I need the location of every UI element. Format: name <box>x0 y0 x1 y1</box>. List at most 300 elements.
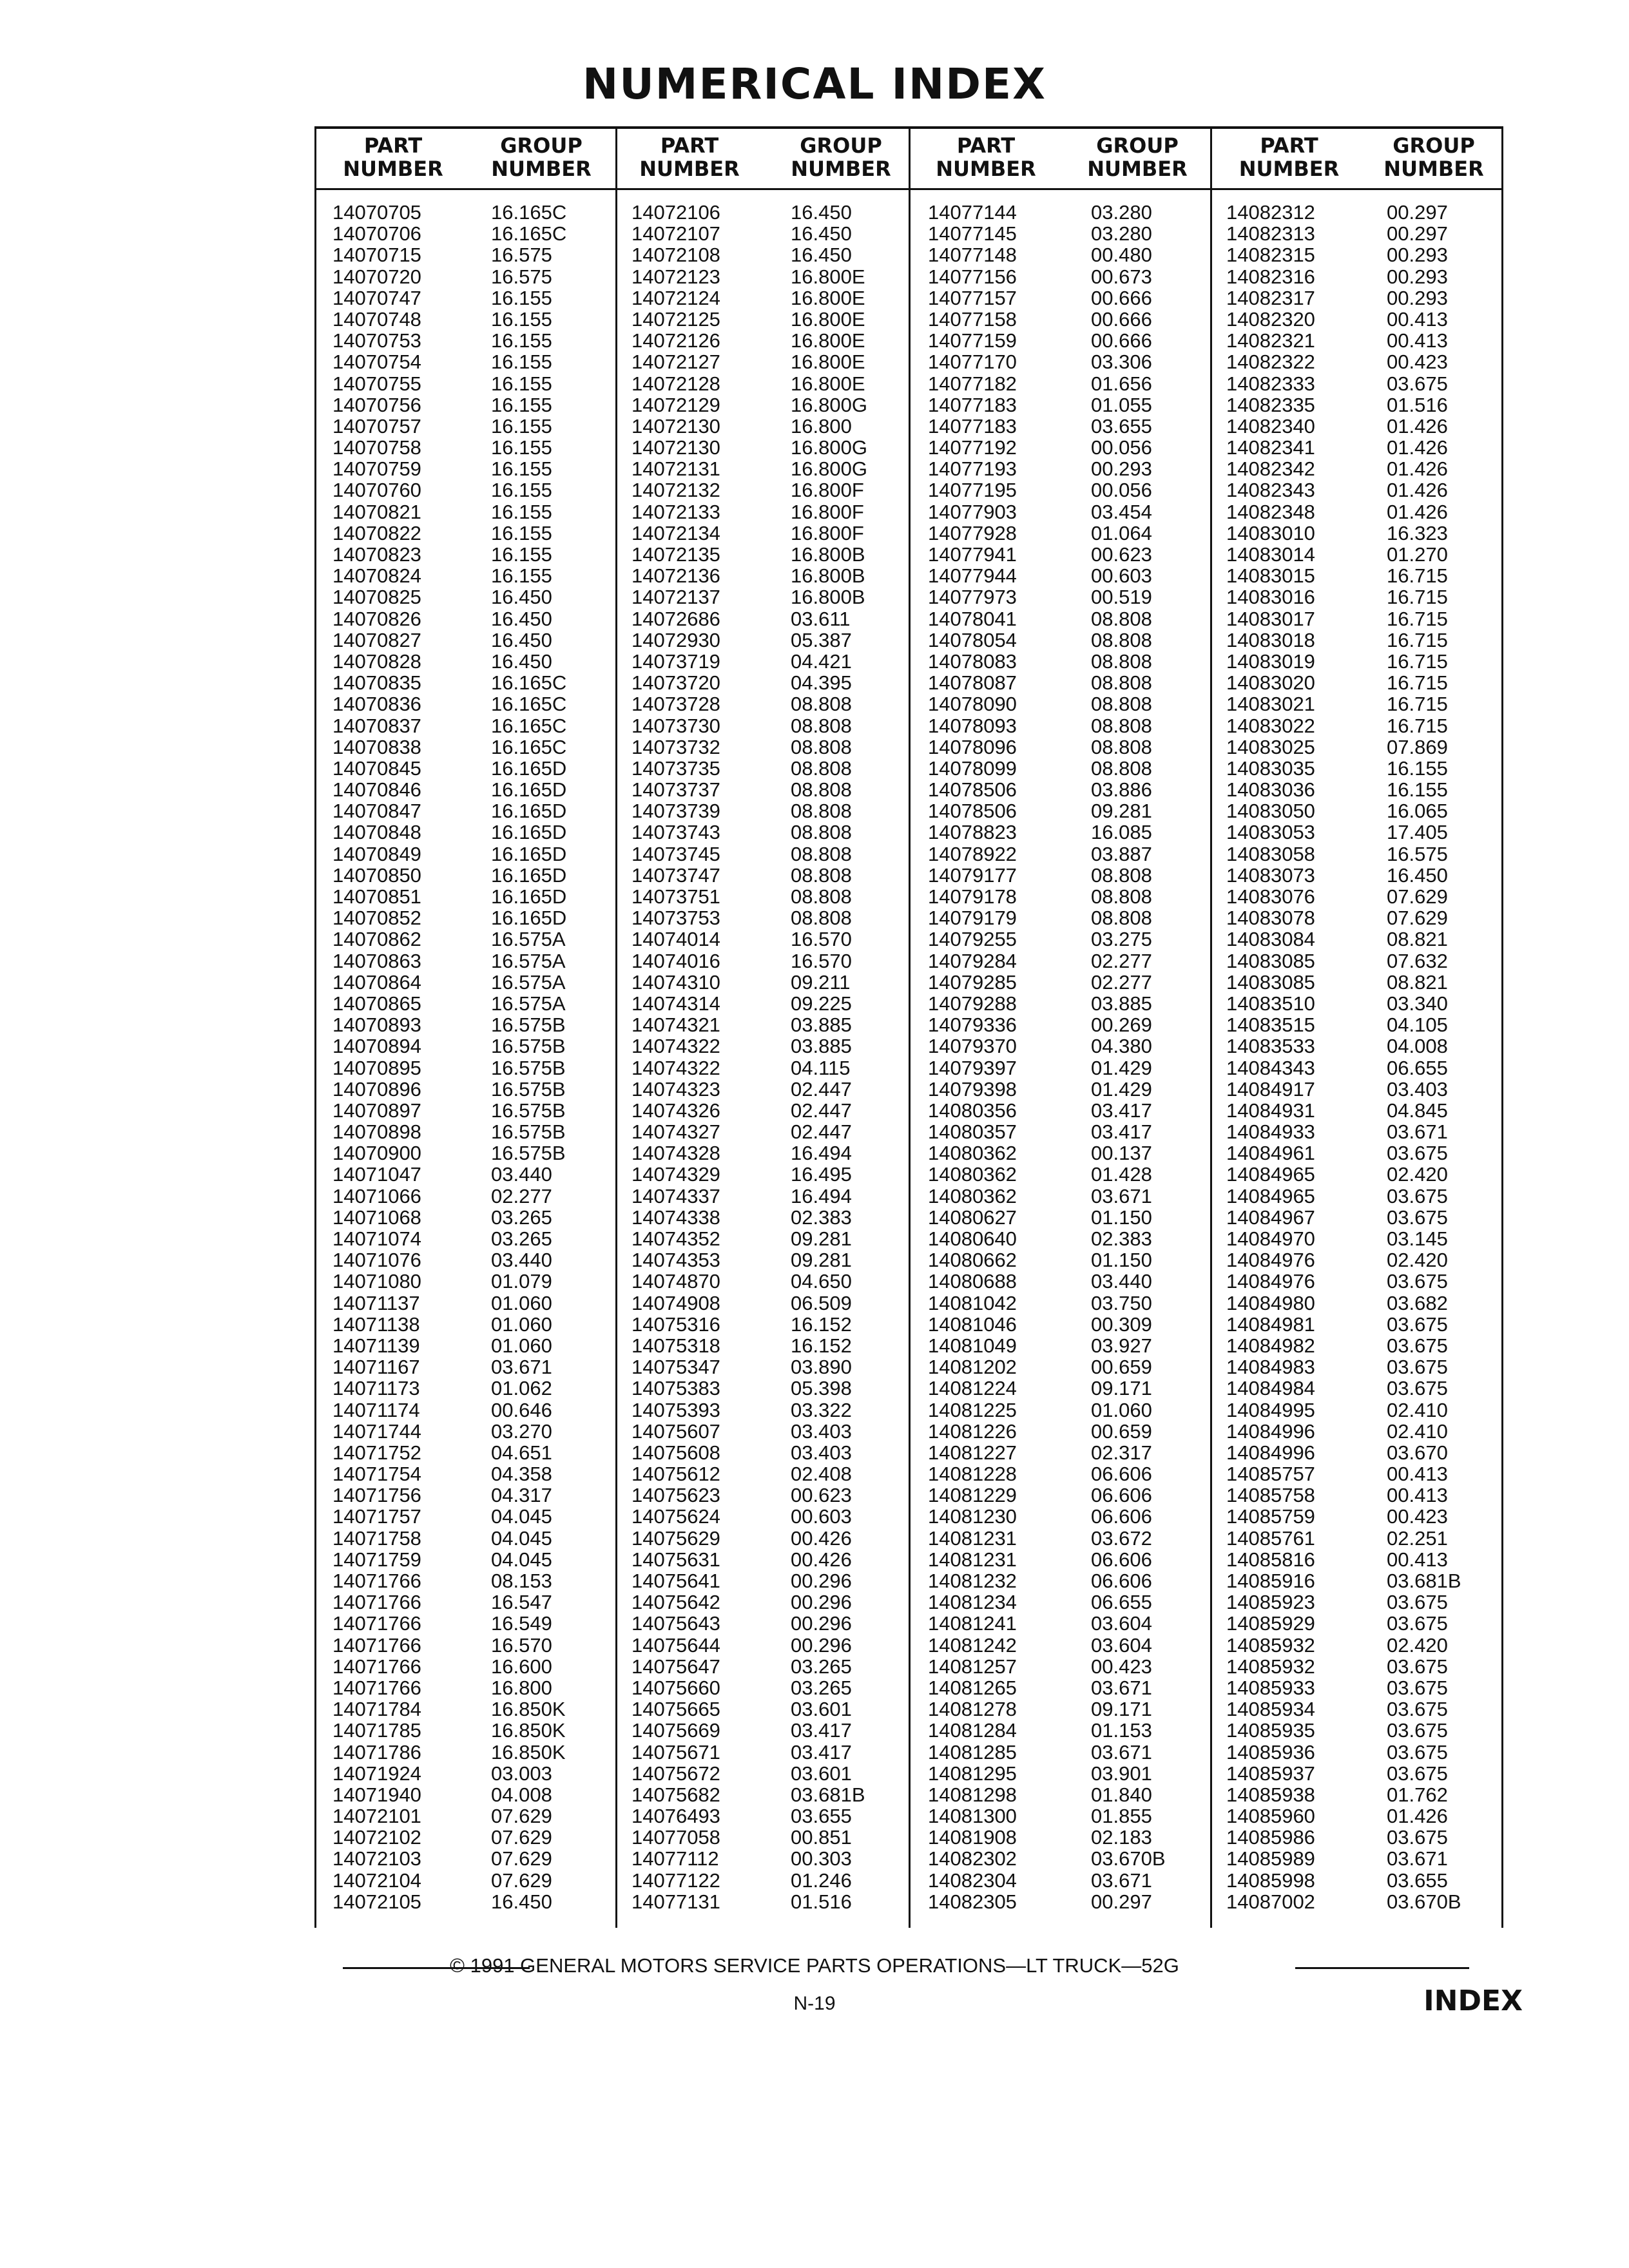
part-number-cell: 14077928 <box>928 521 1017 544</box>
group-number-cell: 04.105 <box>1387 1014 1448 1037</box>
group-number-cell: 01.516 <box>1387 393 1448 416</box>
group-number-cell: 00.666 <box>1091 286 1152 309</box>
part-number-cell: 14078087 <box>928 671 1017 695</box>
part-number-cell: 14079397 <box>928 1056 1017 1079</box>
group-number-cell: 08.808 <box>791 800 852 823</box>
part-number-cell: 14084996 <box>1226 1419 1315 1443</box>
part-number-cell: 14070895 <box>333 1056 421 1079</box>
group-number-cell: 16.575 <box>491 265 552 288</box>
part-number-cell: 14075624 <box>631 1505 720 1528</box>
part-number-cell: 14081231 <box>928 1526 1017 1550</box>
group-number-cell: 04.045 <box>491 1548 552 1571</box>
copyright-line: © 1991 GENERAL MOTORS SERVICE PARTS OPERATIONS—LT TRUCK—52G <box>450 1954 1179 1977</box>
part-number-cell: 14073719 <box>631 649 720 673</box>
part-number-cell: 14085986 <box>1226 1826 1315 1849</box>
part-number-cell: 14071757 <box>333 1505 421 1528</box>
part-number-cell: 14082305 <box>928 1890 1017 1913</box>
column-divider <box>1210 126 1212 1928</box>
group-number-cell: 04.651 <box>491 1441 552 1464</box>
group-number-cell: 01.153 <box>1091 1719 1152 1742</box>
group-number-cell: 01.426 <box>1387 414 1448 437</box>
group-number-cell: 03.675 <box>1387 1655 1448 1678</box>
group-number-cell: 16.155 <box>1387 778 1448 802</box>
part-number-cell: 14070847 <box>333 800 421 823</box>
part-number-cell: 14082340 <box>1226 414 1315 437</box>
group-number-cell: 03.675 <box>1387 1270 1448 1293</box>
group-number-cell: 03.265 <box>491 1227 552 1250</box>
group-number-cell: 16.155 <box>491 351 552 374</box>
part-number-cell: 14072133 <box>631 500 720 523</box>
part-number-cell: 14078054 <box>928 628 1017 651</box>
group-number-cell: 16.155 <box>491 372 552 395</box>
group-number-cell: 16.165D <box>491 907 567 930</box>
part-number-cell: 14071076 <box>333 1249 421 1272</box>
part-number-cell: 14074353 <box>631 1249 720 1272</box>
part-number-cell: 14075660 <box>631 1676 720 1699</box>
part-number-cell: 14084933 <box>1226 1120 1315 1144</box>
group-number-cell: 03.675 <box>1387 1142 1448 1165</box>
group-number-cell: 08.808 <box>791 821 852 844</box>
group-number-cell: 08.808 <box>1091 649 1152 673</box>
part-number-cell: 14078096 <box>928 735 1017 758</box>
group-number-cell: 16.155 <box>491 286 552 309</box>
part-number-cell: 14083076 <box>1226 885 1315 908</box>
part-number-cell: 14084983 <box>1226 1356 1315 1379</box>
part-number-cell: 14074329 <box>631 1163 720 1186</box>
part-number-cell: 14082335 <box>1226 393 1315 416</box>
group-number-cell: 07.629 <box>491 1869 552 1892</box>
part-number-column <box>631 202 720 1912</box>
part-number-cell: 14080362 <box>928 1184 1017 1207</box>
group-number-cell: 08.808 <box>1091 714 1152 737</box>
group-number-cell: 09.171 <box>1091 1377 1152 1400</box>
group-number-cell: 16.323 <box>1387 521 1448 544</box>
part-number-cell: 14072124 <box>631 286 720 309</box>
part-number-cell: 14081232 <box>928 1570 1017 1592</box>
group-number-cell: 17.405 <box>1387 821 1448 844</box>
group-number-cell: 16.165C <box>491 735 567 758</box>
part-number-cell: 14071766 <box>333 1676 421 1699</box>
part-number-cell: 14074327 <box>631 1120 720 1144</box>
group-number-cell: 16.165D <box>491 778 567 802</box>
part-number-cell: 14070824 <box>333 564 421 588</box>
column-divider <box>909 126 911 1928</box>
part-number-cell: 14070894 <box>333 1035 421 1058</box>
part-number-cell: 14073732 <box>631 735 720 758</box>
group-number-cell: 00.646 <box>491 1398 552 1421</box>
part-number-cell: 14084967 <box>1226 1206 1315 1229</box>
group-number-cell: 16.450 <box>791 201 852 224</box>
group-number-cell: 00.303 <box>791 1847 852 1870</box>
group-number-cell: 03.340 <box>1387 992 1448 1015</box>
part-number-cell: 14072129 <box>631 393 720 416</box>
part-number-cell: 14073735 <box>631 756 720 780</box>
group-number-cell: 04.845 <box>1387 1099 1448 1122</box>
group-number-cell: 07.629 <box>1387 885 1448 908</box>
part-number-cell: 14085932 <box>1226 1633 1315 1657</box>
group-number-cell: 03.675 <box>1387 1740 1448 1763</box>
part-number-cell: 14075647 <box>631 1655 720 1678</box>
group-number-cell: 07.629 <box>491 1805 552 1828</box>
group-number-cell: 02.277 <box>491 1184 552 1207</box>
part-number-cell: 14081234 <box>928 1591 1017 1614</box>
part-number-cell: 14073737 <box>631 778 720 802</box>
group-number-cell: 03.440 <box>1091 1270 1152 1293</box>
group-number-cell: 03.671 <box>491 1356 552 1379</box>
group-number-cell: 01.429 <box>1091 1056 1152 1079</box>
part-number-cell: 14072126 <box>631 329 720 352</box>
part-number-cell: 14072108 <box>631 244 720 267</box>
part-number-cell: 14072131 <box>631 457 720 481</box>
part-number-cell: 14083515 <box>1226 1014 1315 1037</box>
part-number-cell: 14073747 <box>631 863 720 887</box>
part-number-cell: 14070850 <box>333 863 421 887</box>
part-number-cell: 14083053 <box>1226 821 1315 844</box>
group-number-cell: 03.417 <box>791 1740 852 1763</box>
part-number-cell: 14072130 <box>631 436 720 459</box>
group-number-cell: 01.060 <box>491 1312 552 1336</box>
part-number-cell: 14070900 <box>333 1142 421 1165</box>
group-number-cell: 16.155 <box>491 414 552 437</box>
group-number-cell: 03.682 <box>1387 1291 1448 1314</box>
part-number-cell: 14075643 <box>631 1612 720 1635</box>
group-number-cell: 00.296 <box>791 1591 852 1614</box>
group-number-cell: 03.655 <box>1387 1869 1448 1892</box>
group-number-cell: 02.383 <box>1091 1227 1152 1250</box>
group-number-cell: 16.715 <box>1387 564 1448 588</box>
group-number-cell: 07.629 <box>491 1826 552 1849</box>
part-number-cell: 14082313 <box>1226 222 1315 245</box>
group-number-cell: 03.670 <box>1387 1441 1448 1464</box>
group-number-cell: 00.413 <box>1387 1463 1448 1486</box>
group-number-cell: 00.413 <box>1387 1548 1448 1571</box>
part-number-cell: 14070755 <box>333 372 421 395</box>
part-number-cell: 14070748 <box>333 307 421 331</box>
header-line: NUMBER <box>1383 157 1484 181</box>
group-number-cell: 03.885 <box>1091 992 1152 1015</box>
part-number-cell: 14083085 <box>1226 970 1315 994</box>
part-number-cell: 14083021 <box>1226 693 1315 716</box>
group-number-cell: 16.155 <box>491 521 552 544</box>
part-number-cell: 14070826 <box>333 607 421 630</box>
part-number-cell: 14085937 <box>1226 1762 1315 1785</box>
part-number-cell: 14082342 <box>1226 457 1315 481</box>
group-number-cell: 00.293 <box>1091 457 1152 481</box>
part-number-cell: 14076493 <box>631 1805 720 1828</box>
part-number-cell: 14077941 <box>928 543 1017 566</box>
group-number-cell: 00.297 <box>1091 1890 1152 1913</box>
part-number-cell: 14074870 <box>631 1270 720 1293</box>
part-number-cell: 14078823 <box>928 821 1017 844</box>
group-number-cell: 03.417 <box>1091 1120 1152 1144</box>
part-number-cell: 14075665 <box>631 1698 720 1721</box>
part-number-cell: 14084343 <box>1226 1056 1315 1079</box>
group-number-cell: 06.606 <box>1091 1570 1152 1592</box>
part-number-cell: 14079284 <box>928 949 1017 972</box>
part-number-cell: 14072134 <box>631 521 720 544</box>
group-number-cell: 03.672 <box>1091 1526 1152 1550</box>
part-number-cell: 14081242 <box>928 1633 1017 1657</box>
group-number-cell: 02.447 <box>791 1077 852 1100</box>
part-number-cell: 14077156 <box>928 265 1017 288</box>
part-number-cell: 14071137 <box>333 1291 420 1314</box>
group-number-cell: 04.008 <box>491 1783 552 1806</box>
group-number-cell: 00.296 <box>791 1612 852 1635</box>
group-number-cell: 03.280 <box>1091 201 1152 224</box>
group-number-cell: 03.675 <box>1387 1676 1448 1699</box>
part-number-cell: 14071139 <box>333 1334 420 1357</box>
part-number-cell: 14077944 <box>928 564 1017 588</box>
group-number-cell: 03.675 <box>1387 1206 1448 1229</box>
group-number-cell: 00.423 <box>1387 351 1448 374</box>
part-number-column <box>333 202 421 1912</box>
part-number-cell: 14079178 <box>928 885 1017 908</box>
group-number-header <box>474 128 609 187</box>
part-number-cell: 14078090 <box>928 693 1017 716</box>
group-number-cell: 03.901 <box>1091 1762 1152 1785</box>
part-number-cell: 14085936 <box>1226 1740 1315 1763</box>
group-number-cell: 01.060 <box>491 1291 552 1314</box>
group-number-cell: 03.885 <box>791 1035 852 1058</box>
group-number-cell: 06.606 <box>1091 1548 1152 1571</box>
group-number-cell: 03.417 <box>791 1719 852 1742</box>
group-number-cell: 08.808 <box>1091 671 1152 695</box>
part-number-cell: 14080627 <box>928 1206 1017 1229</box>
part-number-cell: 14081042 <box>928 1291 1017 1314</box>
group-number-cell: 04.008 <box>1387 1035 1448 1058</box>
part-number-cell: 14077157 <box>928 286 1017 309</box>
part-number-cell: 14077903 <box>928 500 1017 523</box>
group-number-cell: 06.655 <box>1091 1591 1152 1614</box>
part-number-cell: 14080356 <box>928 1099 1017 1122</box>
part-number-cell: 14081230 <box>928 1505 1017 1528</box>
part-number-header <box>619 128 760 187</box>
group-number-cell: 03.675 <box>1387 1698 1448 1721</box>
part-number-cell: 14085998 <box>1226 1869 1315 1892</box>
group-number-cell: 01.060 <box>1091 1398 1152 1421</box>
group-number-cell: 00.423 <box>1091 1655 1152 1678</box>
group-number-column <box>1091 202 1166 1912</box>
group-number-cell: 16.165D <box>491 842 567 865</box>
group-number-cell: 07.869 <box>1387 735 1448 758</box>
group-number-cell: 00.851 <box>791 1826 852 1849</box>
part-number-cell: 14077192 <box>928 436 1017 459</box>
part-number-cell: 14070898 <box>333 1120 421 1144</box>
group-number-cell: 16.165C <box>491 714 567 737</box>
part-number-cell: 14074908 <box>631 1291 720 1314</box>
part-number-cell: 14085759 <box>1226 1505 1315 1528</box>
part-number-cell: 14082320 <box>1226 307 1315 331</box>
part-number-cell: 14072106 <box>631 201 720 224</box>
part-number-header <box>322 128 464 187</box>
group-number-cell: 00.426 <box>791 1548 852 1571</box>
page-title: NUMERICAL INDEX <box>582 59 1047 109</box>
part-number-cell: 14077158 <box>928 307 1017 331</box>
group-number-column <box>1387 202 1461 1912</box>
part-number-cell: 14070760 <box>333 479 421 502</box>
part-number-cell: 14070759 <box>333 457 421 481</box>
group-number-cell: 01.429 <box>1091 1077 1152 1100</box>
part-number-cell: 14075669 <box>631 1719 720 1742</box>
part-number-cell: 14083017 <box>1226 607 1315 630</box>
group-number-cell: 00.659 <box>1091 1356 1152 1379</box>
part-number-cell: 14082315 <box>1226 244 1315 267</box>
group-number-cell: 01.428 <box>1091 1163 1152 1186</box>
group-number-cell: 04.358 <box>491 1463 552 1486</box>
group-number-cell: 16.450 <box>491 1890 552 1913</box>
part-number-cell: 14078922 <box>928 842 1017 865</box>
part-number-cell: 14083078 <box>1226 907 1315 930</box>
group-number-cell: 16.575 <box>1387 842 1448 865</box>
group-number-cell: 02.183 <box>1091 1826 1152 1849</box>
group-number-cell: 03.265 <box>491 1206 552 1229</box>
part-number-cell: 14083085 <box>1226 949 1315 972</box>
group-number-cell: 16.450 <box>791 244 852 267</box>
group-number-cell: 03.675 <box>1387 372 1448 395</box>
part-number-cell: 14077112 <box>631 1847 719 1870</box>
group-number-cell: 08.808 <box>791 863 852 887</box>
group-number-cell: 16.155 <box>491 500 552 523</box>
group-number-cell: 03.655 <box>1091 414 1152 437</box>
group-number-cell: 02.420 <box>1387 1249 1448 1272</box>
group-number-cell: 00.056 <box>1091 479 1152 502</box>
part-number-cell: 14085757 <box>1226 1463 1315 1486</box>
group-number-cell: 16.575A <box>491 949 566 972</box>
part-number-cell: 14082341 <box>1226 436 1315 459</box>
part-number-cell: 14082312 <box>1226 201 1315 224</box>
group-number-cell: 02.420 <box>1387 1633 1448 1657</box>
group-number-cell: 16.800G <box>791 457 867 481</box>
group-number-cell: 03.604 <box>1091 1612 1152 1635</box>
part-number-cell: 14085960 <box>1226 1805 1315 1828</box>
part-number-cell: 14083019 <box>1226 649 1315 673</box>
part-number-cell: 14083025 <box>1226 735 1315 758</box>
group-number-cell: 16.715 <box>1387 714 1448 737</box>
group-number-cell: 03.454 <box>1091 500 1152 523</box>
group-number-cell: 03.675 <box>1387 1826 1448 1849</box>
group-number-cell: 16.575B <box>491 1077 566 1100</box>
group-number-cell: 09.211 <box>791 970 851 994</box>
part-number-cell: 14081225 <box>928 1398 1017 1421</box>
part-number-cell: 14082317 <box>1226 286 1315 309</box>
part-number-cell: 14072103 <box>333 1847 421 1870</box>
group-number-cell: 02.277 <box>1091 949 1152 972</box>
group-number-cell: 16.800 <box>491 1676 552 1699</box>
part-number-cell: 14079285 <box>928 970 1017 994</box>
header-line: NUMBER <box>491 157 592 181</box>
part-number-cell: 14081265 <box>928 1676 1017 1699</box>
part-number-cell: 14085932 <box>1226 1655 1315 1678</box>
group-number-cell: 03.270 <box>491 1419 552 1443</box>
group-number-cell: 16.800E <box>791 329 865 352</box>
group-number-cell: 16.085 <box>1091 821 1152 844</box>
group-number-cell: 08.808 <box>791 885 852 908</box>
group-number-cell: 08.808 <box>791 756 852 780</box>
group-number-cell: 16.800G <box>791 393 867 416</box>
group-number-cell: 03.403 <box>1387 1077 1448 1100</box>
part-number-cell: 14083084 <box>1226 928 1315 951</box>
part-number-cell: 14070865 <box>333 992 421 1015</box>
group-number-cell: 16.155 <box>491 436 552 459</box>
group-number-cell: 00.413 <box>1387 307 1448 331</box>
part-number-cell: 14084970 <box>1226 1227 1315 1250</box>
header-line: GROUP <box>1393 133 1475 158</box>
group-number-cell: 08.808 <box>791 907 852 930</box>
part-number-cell: 14074352 <box>631 1227 720 1250</box>
header-line: PART <box>1260 133 1318 158</box>
part-number-cell: 14081049 <box>928 1334 1017 1357</box>
group-number-cell: 03.675 <box>1387 1312 1448 1336</box>
part-number-cell: 14072127 <box>631 351 720 374</box>
header-line: NUMBER <box>639 157 740 181</box>
part-number-cell: 14083016 <box>1226 586 1315 609</box>
group-number-cell: 16.450 <box>491 628 552 651</box>
group-number-cell: 00.309 <box>1091 1312 1152 1336</box>
part-number-cell: 14081298 <box>928 1783 1017 1806</box>
group-number-cell: 16.800G <box>791 436 867 459</box>
column-divider <box>615 126 617 1928</box>
group-number-cell: 06.509 <box>791 1291 852 1314</box>
part-number-cell: 14084981 <box>1226 1312 1315 1336</box>
group-number-cell: 06.655 <box>1387 1056 1448 1079</box>
part-number-cell: 14075629 <box>631 1526 720 1550</box>
part-number-cell: 14082333 <box>1226 372 1315 395</box>
group-number-cell: 01.246 <box>791 1869 852 1892</box>
group-number-cell: 03.671 <box>1387 1847 1448 1870</box>
part-number-cell: 14081284 <box>928 1719 1017 1742</box>
part-number-cell: 14082322 <box>1226 351 1315 374</box>
group-number-cell: 01.426 <box>1387 479 1448 502</box>
group-number-cell: 00.413 <box>1387 329 1448 352</box>
group-number-cell: 16.152 <box>791 1312 852 1336</box>
group-number-cell: 16.570 <box>791 949 852 972</box>
group-number-cell: 01.855 <box>1091 1805 1152 1828</box>
part-number-cell: 14075642 <box>631 1591 720 1614</box>
part-number-cell: 14072135 <box>631 543 720 566</box>
group-number-cell: 03.403 <box>791 1441 852 1464</box>
group-number-cell: 16.715 <box>1387 586 1448 609</box>
group-number-cell: 16.575A <box>491 970 566 994</box>
part-number-cell: 14080362 <box>928 1142 1017 1165</box>
part-number-cell: 14072130 <box>631 414 720 437</box>
part-number-cell: 14074326 <box>631 1099 720 1122</box>
group-number-cell: 07.632 <box>1387 949 1448 972</box>
group-number-cell: 16.800E <box>791 286 865 309</box>
group-number-cell: 16.450 <box>491 607 552 630</box>
part-number-cell: 14070837 <box>333 714 421 737</box>
group-number-cell: 16.495 <box>791 1163 852 1186</box>
group-number-cell: 08.808 <box>791 842 852 865</box>
section-label: INDEX <box>1423 1984 1523 2017</box>
part-number-cell: 14079177 <box>928 863 1017 887</box>
part-number-cell: 14071786 <box>333 1740 421 1763</box>
part-number-cell: 14075671 <box>631 1740 720 1763</box>
group-number-cell: 16.575B <box>491 1014 566 1037</box>
group-number-cell: 01.426 <box>1387 436 1448 459</box>
part-number-cell: 14071766 <box>333 1570 421 1592</box>
part-number-cell: 14070896 <box>333 1077 421 1100</box>
part-number-cell: 14072136 <box>631 564 720 588</box>
group-number-cell: 02.447 <box>791 1120 852 1144</box>
part-number-cell: 14077144 <box>928 201 1017 224</box>
group-number-cell: 00.426 <box>791 1526 852 1550</box>
part-number-cell: 14070862 <box>333 928 421 951</box>
part-number-cell: 14071756 <box>333 1484 421 1507</box>
part-number-column <box>1226 202 1315 1912</box>
part-number-cell: 14081046 <box>928 1312 1017 1336</box>
group-number-cell: 02.317 <box>1091 1441 1152 1464</box>
group-number-cell: 16.715 <box>1387 693 1448 716</box>
